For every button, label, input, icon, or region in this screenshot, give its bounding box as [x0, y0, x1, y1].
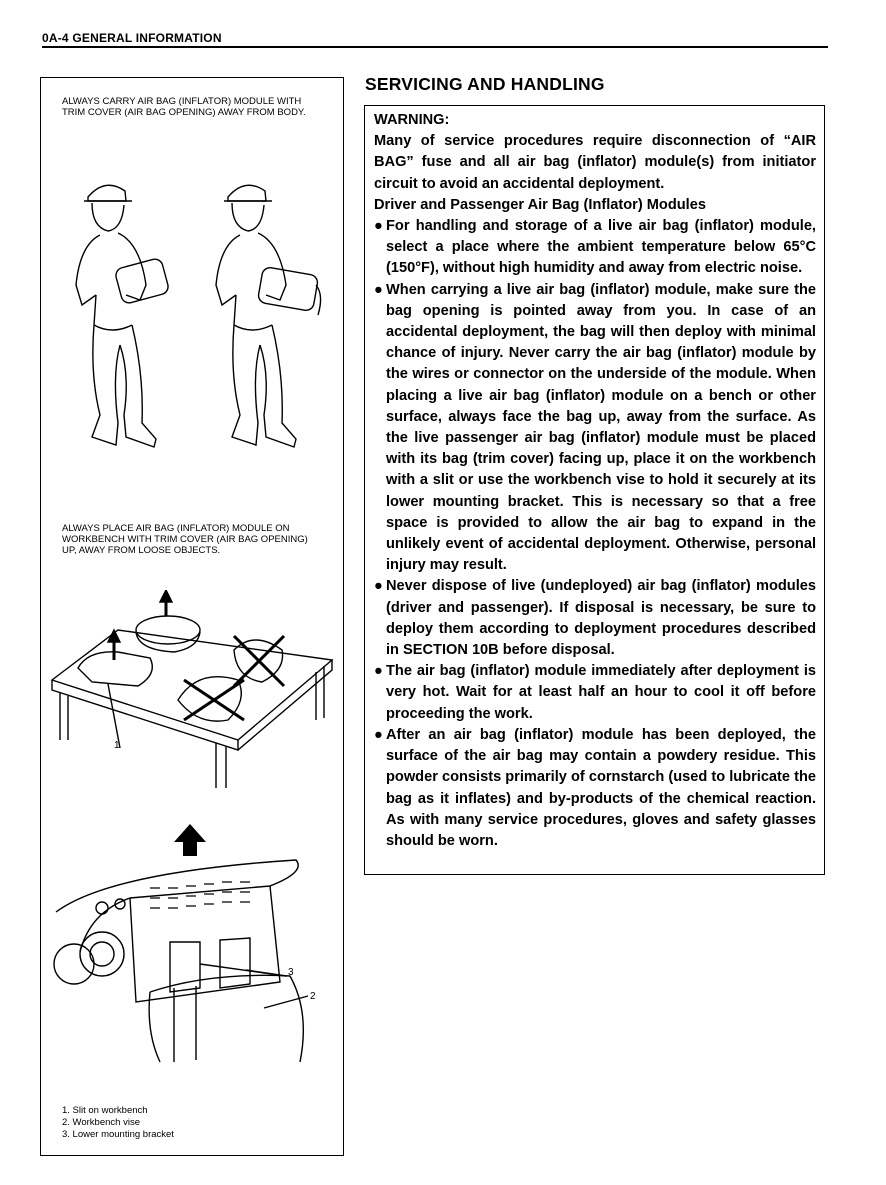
warning-bullet	[374, 280, 816, 577]
bullet-icon: ●	[374, 218, 383, 235]
caption-place: ALWAYS PLACE AIR BAG (INFLATOR) MODULE ON WORKBENCH WITH TRIM COVER (AIR BAG OPENING) UP, AWAY FROM LOOSE OBJECTS.	[62, 523, 308, 556]
bullet-icon: ●	[374, 663, 383, 680]
warning-label: WARNING:	[374, 112, 450, 128]
bullet-icon: ●	[374, 726, 383, 743]
bullet-text: When carrying a live air bag (inflator) module, make sure the bag opening is pointed away from you. In case of an accidental deployment, the bag will then deploy with minimal chance of injury. Never carry the air bag (inflator) module by the wires or connector on the underside of the module. When placing a live air bag (inflator) module on a bench or other surface, always face the bag up, away from the surface. As the live passenger air bag (inflator) module must be placed with its bag (trim cover) facing up, place it on the workbench with a slit or use the workbench vise to hold it securely at its lower mounting bracket. This is necessary so that a free space is provided to allow the air bag to expand in the unlikely event of accidental deployment. Otherwise, personal injury may result.	[386, 281, 816, 574]
warning-intro: Many of service procedures require disconnection of “AIR BAG” fuse and all air bag (inflator) module(s) from initiator circuit to avoid an accidental deployment.	[374, 133, 816, 192]
warning-bullet	[374, 725, 816, 852]
carry-illustration	[60, 175, 330, 465]
warning-bullet	[374, 661, 816, 725]
page-header: 0A-4 GENERAL INFORMATION	[42, 31, 222, 45]
warning-box	[364, 105, 825, 875]
callout-2: 2	[310, 991, 316, 1002]
bullet-text: The air bag (inflator) module immediately after deployment is very hot. Wait for at least half an hour to cool it off before proceeding the work.	[386, 663, 816, 722]
warning-bullet	[374, 576, 816, 661]
header-rule	[42, 46, 828, 48]
caption-carry: ALWAYS CARRY AIR BAG (INFLATOR) MODULE WITH TRIM COVER (AIR BAG OPENING) AWAY FROM BODY.	[62, 96, 306, 118]
callout-1: 1	[114, 740, 120, 751]
bullet-text: For handling and storage of a live air bag (inflator) module, select a place where the ambient temperature below 65°C (150°F), without high humidity and away from electric noise.	[386, 218, 816, 277]
callout-3: 3	[288, 967, 294, 978]
workbench-illustration	[48, 590, 338, 790]
legend-item: 2. Workbench vise	[62, 1117, 140, 1128]
vise-illustration	[50, 852, 340, 1072]
bullet-icon: ●	[374, 281, 383, 298]
legend-item: 1. Slit on workbench	[62, 1105, 148, 1116]
warning-subheading: Driver and Passenger Air Bag (Inflator) Modules	[374, 196, 706, 213]
bullet-text: After an air bag (inflator) module has been deployed, the surface of the air bag may contain a powdery residue. This powder consists primarily of cornstarch (used to lubricate the bag as it inflates) and by-products of the chemical reaction. As with many service procedures, gloves and safety glasses should be worn.	[386, 726, 816, 849]
section-title: SERVICING AND HANDLING	[365, 74, 605, 94]
legend-item: 3. Lower mounting bracket	[62, 1129, 174, 1140]
worker-left	[76, 185, 170, 447]
bullet-icon: ●	[374, 578, 383, 595]
figure-legend	[62, 1105, 174, 1141]
bullet-text: Never dispose of live (undeployed) air bag (inflator) modules (driver and passenger). If disposal is necessary, be sure to deploy them according to deployment procedures described in SECTION 10B before disposal.	[386, 578, 816, 659]
warning-bullet	[374, 216, 816, 280]
worker-right	[216, 185, 321, 447]
